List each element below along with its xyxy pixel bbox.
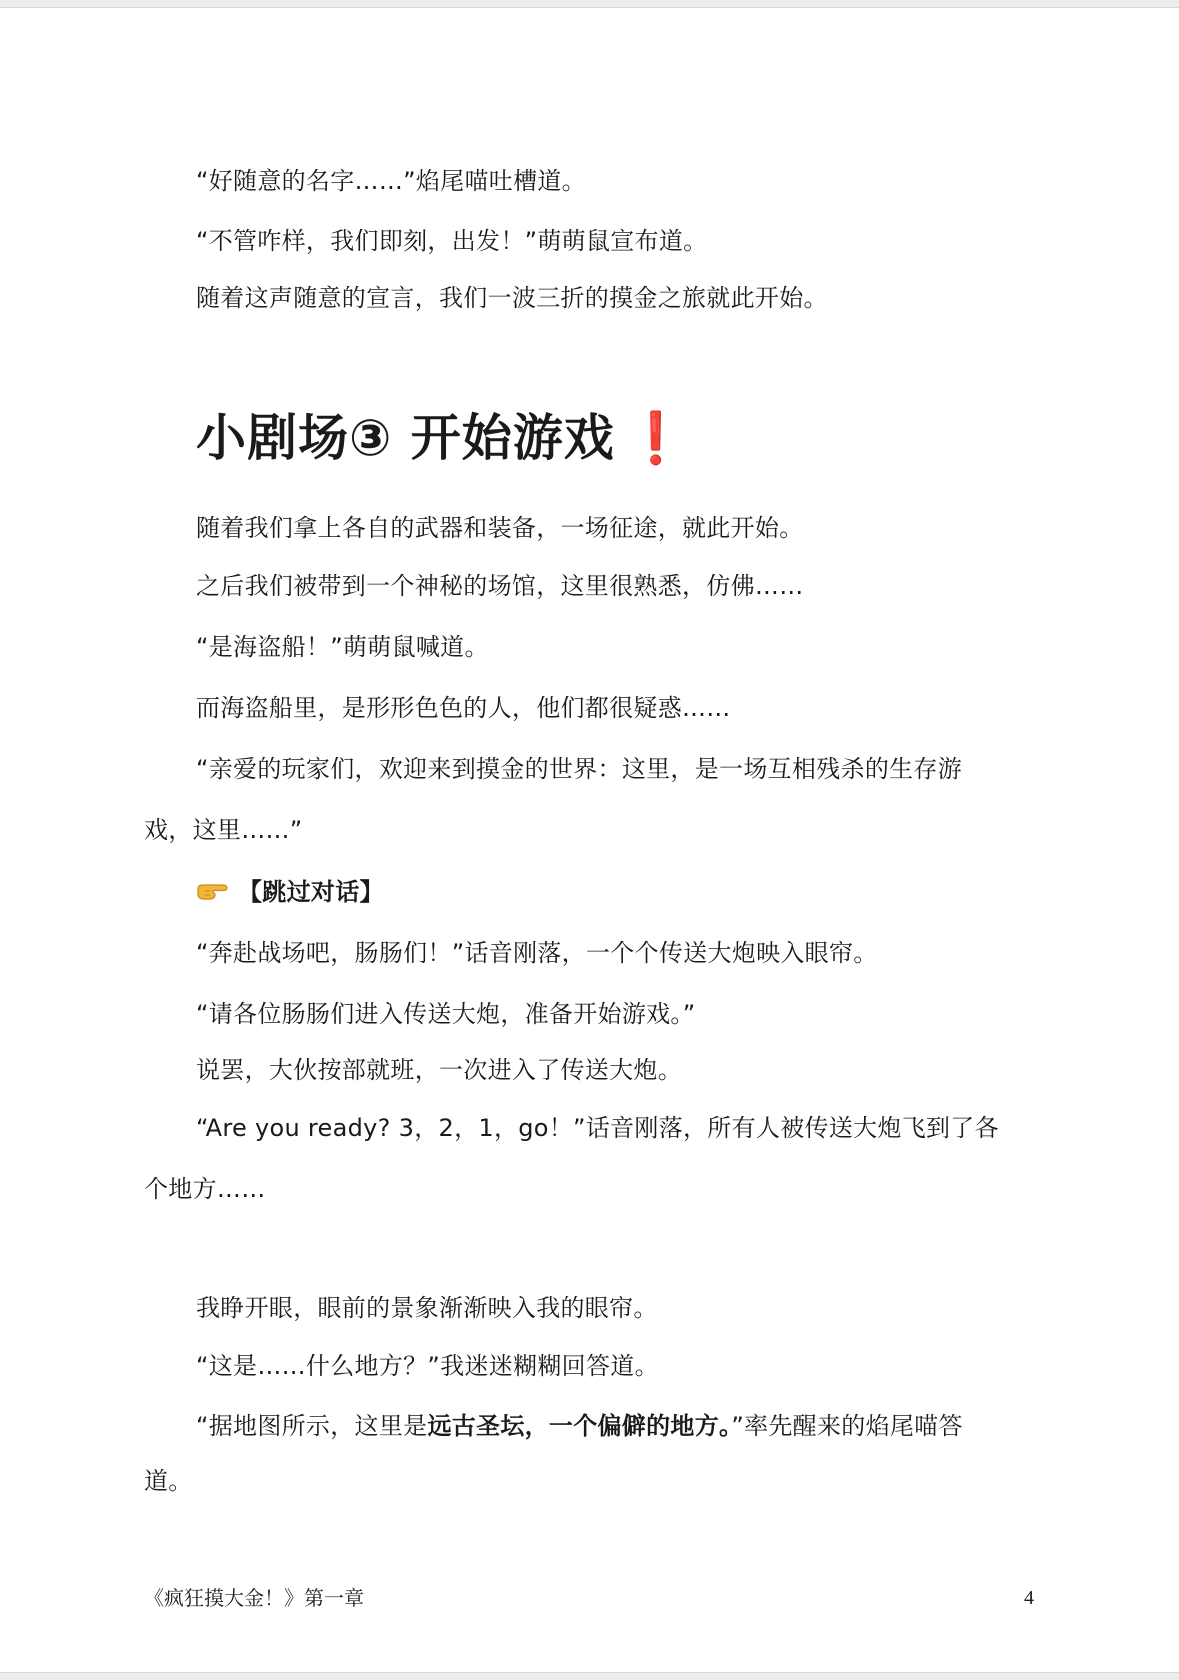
paragraph: 说罢，大伙按部就班，一次进入了传送大炮。: [196, 1056, 682, 1084]
paragraph: [196, 1409, 963, 1443]
pointing-hand-icon: [196, 877, 230, 897]
paragraph-continuation: 戏，这里……”: [144, 816, 303, 844]
footer-title: 《疯狂摸大金！》第一章: [144, 1586, 364, 1610]
paragraph: “奔赴战场吧，肠肠们！”话音刚落，一个个传送大炮映入眼帘。: [196, 939, 878, 967]
paragraph: “好随意的名字……”焰尾喵吐槽道。: [196, 167, 586, 195]
paragraph-text: ”率先醒来的焰尾喵答: [731, 1412, 963, 1440]
paragraph-continuation: 个地方……: [144, 1175, 266, 1203]
paragraph-text: “据地图所示，这里是: [196, 1412, 428, 1440]
paragraph: 随着这声随意的宣言，我们一波三折的摸金之旅就此开始。: [196, 284, 828, 312]
paragraph-continuation: 道。: [144, 1467, 193, 1495]
paragraph: “是海盗船！”萌萌鼠喊道。: [196, 633, 489, 661]
paragraph: 随着我们拿上各自的武器和装备，一场征途，就此开始。: [196, 514, 804, 542]
skip-dialog-label: 【跳过对话】: [238, 878, 384, 906]
paragraph: 而海盗船里，是形形色色的人，他们都很疑惑……: [196, 694, 731, 722]
paragraph: “这是……什么地方？”我迷迷糊糊回答道。: [196, 1352, 659, 1380]
exclamation-icon: ❗: [624, 409, 689, 467]
paragraph: 之后我们被带到一个神秘的场馆，这里很熟悉，仿佛……: [196, 572, 804, 600]
paragraph: “请各位肠肠们进入传送大炮，准备开始游戏。”: [196, 1000, 696, 1028]
section-heading-text: 小剧场③ 开始游戏: [196, 409, 615, 467]
section-heading: [196, 406, 688, 470]
bold-location-text: 远古圣坛，一个偏僻的地方。: [427, 1412, 732, 1440]
page-number: 4: [1024, 1587, 1034, 1609]
paragraph: “不管咋样，我们即刻，出发！”萌萌鼠宣布道。: [196, 227, 708, 255]
paragraph: “Are you ready? 3，2，1，go！”话音刚落，所有人被传送大炮飞到了各: [196, 1114, 999, 1142]
paragraph: “亲爱的玩家们，欢迎来到摸金的世界：这里，是一场互相残杀的生存游: [196, 755, 963, 783]
document-page: [0, 7, 1179, 1673]
paragraph: 我睁开眼，眼前的景象渐渐映入我的眼帘。: [196, 1294, 658, 1322]
skip-dialog: [196, 875, 384, 909]
